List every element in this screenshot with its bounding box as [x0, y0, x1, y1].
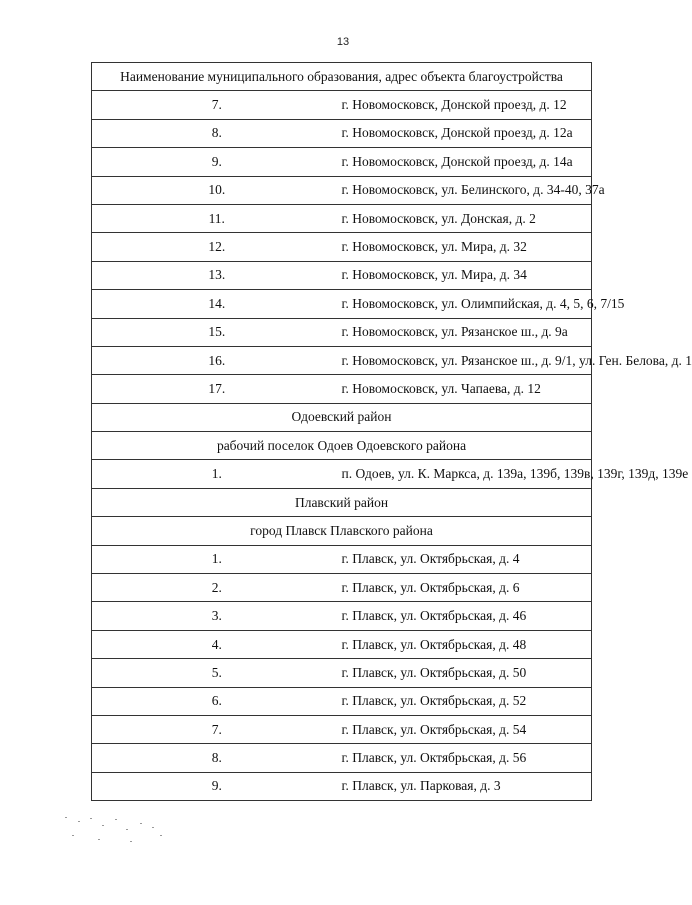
- row-address: г. Новомосковск, ул. Донская, д. 2: [342, 204, 592, 232]
- table-row: [92, 687, 592, 715]
- row-address: г. Новомосковск, ул. Чапаева, д. 12: [342, 375, 592, 403]
- row-number: 17.: [92, 375, 342, 403]
- section-title: город Плавск Плавского района: [92, 517, 592, 545]
- row-number: 11.: [92, 204, 342, 232]
- row-address: г. Плавск, ул. Парковая, д. 3: [342, 772, 592, 800]
- table-row: [92, 375, 592, 403]
- table-row: [92, 574, 592, 602]
- row-number: 1.: [92, 460, 342, 488]
- table-row: [92, 659, 592, 687]
- row-number: 2.: [92, 574, 342, 602]
- table-row: [92, 715, 592, 743]
- row-number: 16.: [92, 346, 342, 374]
- table-row: [92, 119, 592, 147]
- row-number: 14.: [92, 290, 342, 318]
- table-row: [92, 233, 592, 261]
- table-row: [92, 91, 592, 119]
- row-address: г. Новомосковск, ул. Мира, д. 32: [342, 233, 592, 261]
- row-address: г. Плавск, ул. Октябрьская, д. 6: [342, 574, 592, 602]
- table-row: [92, 346, 592, 374]
- table-row: [92, 772, 592, 800]
- row-number: 12.: [92, 233, 342, 261]
- row-number: 8.: [92, 119, 342, 147]
- table-row: [92, 261, 592, 289]
- row-address: г. Новомосковск, ул. Рязанское ш., д. 9а: [342, 318, 592, 346]
- row-number: 3.: [92, 602, 342, 630]
- row-address: г. Новомосковск, ул. Белинского, д. 34-40, 37а: [342, 176, 592, 204]
- section-title: рабочий поселок Одоев Одоевского района: [92, 432, 592, 460]
- table-row: [92, 602, 592, 630]
- row-address: г. Плавск, ул. Октябрьская, д. 50: [342, 659, 592, 687]
- row-address: г. Новомосковск, Донской проезд, д. 12: [342, 91, 592, 119]
- row-address: г. Новомосковск, ул. Олимпийская, д. 4, 5, 6, 7/15: [342, 290, 592, 318]
- table-row: [92, 460, 592, 488]
- row-number: 5.: [92, 659, 342, 687]
- table-row: [92, 148, 592, 176]
- row-number: 9.: [92, 772, 342, 800]
- row-number: 4.: [92, 630, 342, 658]
- section-row: [92, 432, 592, 460]
- scan-artifacts: [60, 815, 180, 855]
- row-number: 10.: [92, 176, 342, 204]
- section-title: Плавский район: [92, 488, 592, 516]
- row-number: 13.: [92, 261, 342, 289]
- row-address: г. Плавск, ул. Октябрьская, д. 54: [342, 715, 592, 743]
- row-number: 9.: [92, 148, 342, 176]
- row-address: г. Новомосковск, ул. Рязанское ш., д. 9/1, ул. Ген. Белова, д. 1: [342, 346, 592, 374]
- table-row: [92, 204, 592, 232]
- row-number: 7.: [92, 91, 342, 119]
- table-row: [92, 176, 592, 204]
- section-row: [92, 403, 592, 431]
- row-address: г. Плавск, ул. Октябрьская, д. 52: [342, 687, 592, 715]
- row-address: г. Новомосковск, Донской проезд, д. 12а: [342, 119, 592, 147]
- table-header: Наименование муниципального образования, адрес объекта благоустройства: [92, 63, 592, 91]
- table-row: [92, 290, 592, 318]
- row-number: 1.: [92, 545, 342, 573]
- row-address: г. Плавск, ул. Октябрьская, д. 46: [342, 602, 592, 630]
- row-address: г. Плавск, ул. Октябрьская, д. 4: [342, 545, 592, 573]
- table-row: [92, 744, 592, 772]
- page-number: 13: [336, 36, 350, 48]
- row-address: г. Плавск, ул. Октябрьская, д. 56: [342, 744, 592, 772]
- row-number: 6.: [92, 687, 342, 715]
- table-row: [92, 318, 592, 346]
- table-header-row: [92, 63, 592, 91]
- section-title: Одоевский район: [92, 403, 592, 431]
- table-row: [92, 630, 592, 658]
- row-address: г. Плавск, ул. Октябрьская, д. 48: [342, 630, 592, 658]
- section-row: [92, 488, 592, 516]
- row-address: г. Новомосковск, ул. Мира, д. 34: [342, 261, 592, 289]
- table-row: [92, 545, 592, 573]
- row-number: 8.: [92, 744, 342, 772]
- address-table-body: [92, 63, 692, 801]
- row-address: г. Новомосковск, Донской проезд, д. 14а: [342, 148, 592, 176]
- section-row: [92, 517, 592, 545]
- row-address: п. Одоев, ул. К. Маркса, д. 139а, 139б, 139в, 139г, 139д, 139е: [342, 460, 592, 488]
- row-number: 15.: [92, 318, 342, 346]
- address-table: [91, 62, 692, 801]
- row-number: 7.: [92, 715, 342, 743]
